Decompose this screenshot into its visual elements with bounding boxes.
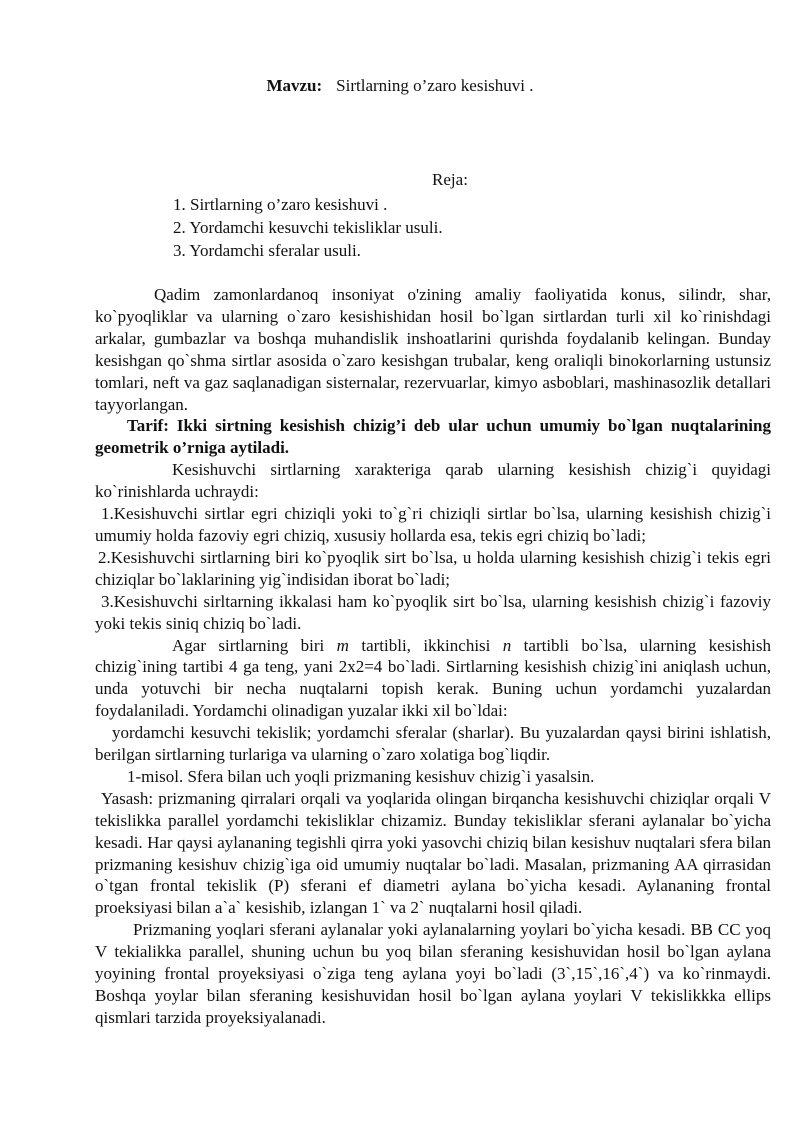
- intersection-type-3: 3.Kesishuvchi sirltarning ikkalasi ham ko`pyoqlik sirt bo`lsa, ularning kesishish chizig`i fazoviy yoki tekis siniq chiziq bo`ladi.: [95, 591, 771, 633]
- plan-item: 3. Yordamchi sferalar usuli.: [173, 241, 361, 260]
- plan-list: [173, 193, 443, 262]
- order-paragraph: [95, 635, 771, 723]
- example-title: 1-misol. Sfera bilan uch yoqli prizmaning kesishuv chizig`i yasalsin.: [127, 766, 595, 786]
- topic-label: Mavzu:: [266, 76, 323, 95]
- construction-paragraph: Yasash: prizmaning qirralari orqali va yoqlarida olingan birqancha kesishuvchi chiziqlar orqali V tekislikka parallel yordamchi tekisliklar chizamiz. Bunday tekisliklar sferani aylanalar bo`yicha kesadi. Har qaysi aylananing tegishli qirra yoki yasovchi chiziq bilan kesishuv nuqtalari sfera bilan prizmaning kesishuv chizig`iga oid umumiy nuqtalar bo`ladi. Masalan, prizmaning AA qirrasidan o`tgan frontal tekislik (P) sferani ef diametri aylana bo`yicha kesadi. Aylananing frontal proeksiyasi bilan a`a` kesishib, izlangan 1` va 2` nuqtalarni hosil qiladi.: [95, 788, 771, 918]
- order-text-3: tartibli bo`lsa, ularning kesishish chizig`ining tartibi 4 ga teng, yani 2x2=4 bo`ladi. Sirtlarning kesishish chizig`ini aniqlash uchun, unda yotuvchi bir necha nuqtalarni topish kerak. Buning uchun yordamchi yuzalardan foydalaniladi. Yordamchi olinadigan yuzalar ikki xil bo`ldai:: [95, 635, 771, 721]
- order-text-1: Agar sirtlarning biri: [172, 635, 337, 655]
- order-n: n: [502, 635, 512, 655]
- prism-faces-paragraph: Prizmaning yoqlari sferani aylanalar yoki aylanalarning yoylari bo`yicha kesadi. BB CC yoq V tekialikka parallel, shuning uchun bu yoq bilan sferaning kesishuvidan hosil bo`lgan aylana yoyining frontal proyeksiyasi o`ziga teng aylana yoyi bo`ladi (3`,15`,16`,4`) va ko`rinmaydi. Boshqa yoylar bilan sferaning kesishuvidan hosil bo`lgan aylana yoylari V tekislikkka ellips qismlari tarzida proyeksiyalanadi.: [95, 920, 771, 1027]
- plan-item: 1. Sirtlarning o’zaro kesishuvi .: [173, 195, 388, 214]
- definition-paragraph: Tarif: Ikki sirtning kesishish chizig’i deb ular uchun umumiy bo`lgan nuqtalarining geometrik o’rniga aytiladi.: [95, 416, 771, 458]
- intersection-type-2: 2.Kesishuvchi sirtlarning biri ko`pyoqlik sirt bo`lsa, u holda ularning kesishish chizig`i tekis egri chiziqlar bo`laklarining yig`indisidan iborat bo`ladi;: [95, 547, 771, 589]
- topic-text: Sirtlarning o’zaro kesishuvi .: [336, 76, 534, 95]
- plan-title: Reja:: [432, 170, 468, 189]
- order-text-2: tartibli, ikkinchisi: [348, 635, 503, 655]
- intro-paragraph: Qadim zamonlardanoq insoniyat o'zining amaliy faoliyatida konus, silindr, shar, ko`pyoqliklar va ularning o`zaro kesishishidan hosil bo`lgan sirtlardan turli xil ko`rinishdagi arkalar, gumbazlar va boshqa muhandislik inshoatlarini qurishda foydalanib kelingan. Bunday kesishgan qo`shma sirtlar asosida o`zaro kesishgan trubalar, keng oraliqli binokorlarning ustunsiz tomlari, neft va gaz saqlanadigan sisternalar, rezervuarlar, kimyo asboblari, mashinasozlik detallari tayyorlangan.: [95, 285, 771, 414]
- plan-item: 2. Yordamchi kesuvchi tekisliklar usuli.: [173, 218, 443, 237]
- auxiliary-surfaces-paragraph: yordamchi kesuvchi tekislik; yordamchi sferalar (sharlar). Bu yuzalardan qaysi birini ishlatish, berilgan sirtlarning turlariga va ularning o`zaro xolatiga bog`liqdir.: [95, 723, 771, 765]
- intersection-type-1: 1.Kesishuvchi sirtlar egri chiziqli yoki to`g`ri chiziqli sirtlar bo`lsa, ularning kesishish chizig`i umumiy holda fazoviy egri chiziq, xususiy hollarda esa, tekis egri chiziq bo`ladi;: [95, 504, 771, 545]
- intersection-types-intro: Kesishuvchi sirtlarning xarakteriga qarab ularning kesishish chizig`i quyidagi ko`rinishlarda uchraydi:: [95, 460, 771, 502]
- page-title: [0, 76, 800, 96]
- order-m: m: [336, 635, 349, 655]
- document-body: [95, 284, 771, 1029]
